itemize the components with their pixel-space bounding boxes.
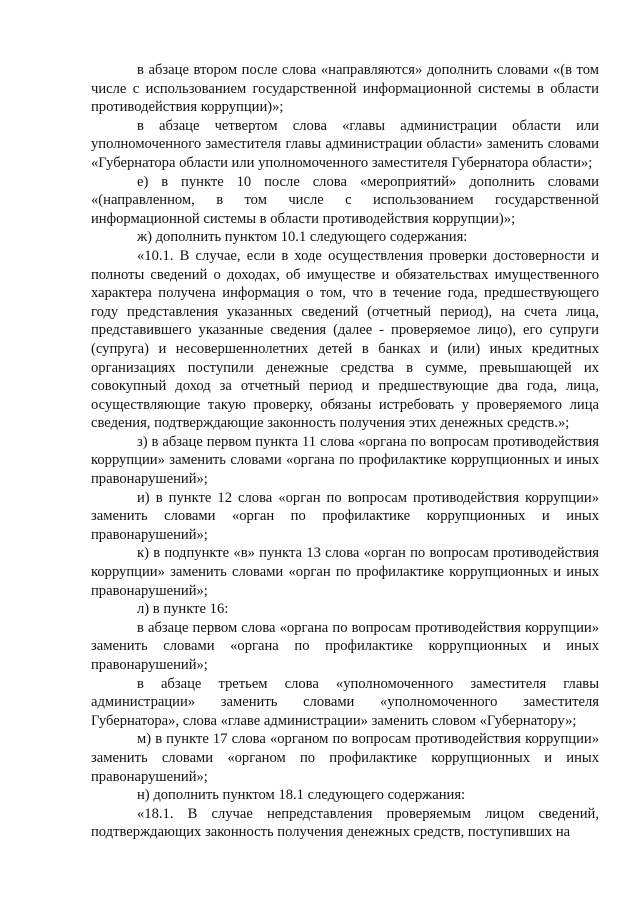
paragraph-item-zh: ж) дополнить пунктом 10.1 следующего содержания: [137,229,468,246]
paragraph-item-10-1: «10.1. В случае, если в ходе осуществления проверки достоверности и полноты сведений о доходах, об имуществе и обязательствах имущественного характера получена информация о том, что в течение года, предшествующего году представления указанных сведений (отчетный период), на счета лица, представившего указанные сведения (далее - проверяемое лицо), его супруги (супруга) и несовершеннолетних детей в банках и (или) иных кредитных организациях поступили денежные средства в сумме, превышающей их совокупный доход за отчетный период и предшествующие два года, лица, осуществляющие такую проверку, обязаны истребовать у проверяемого лица сведения, подтверждающие законность получения этих денежных средств.»; [91,247,599,432]
paragraph-item-18-1: «18.1. В случае непредставления проверяемым лицом сведений, подтверждающих законность получения денежных средств, поступивших на [91,805,599,841]
paragraph-item-l: л) в пункте 16: [137,601,229,618]
paragraph-item-e: е) в пункте 10 после слова «мероприятий» дополнить словами «(направленном, в том числе с использованием государственной информационной системы в области противодействия коррупции)»; [91,173,599,227]
paragraph-item-k: к) в подпункте «в» пункта 13 слова «орган по вопросам противодействия коррупции» заменить словами «орган по профилактике коррупционных и иных правонарушений»; [91,545,599,599]
paragraph-item-i: и) в пункте 12 слова «орган по вопросам противодействия коррупции» заменить словами «орган по профилактике коррупционных и иных правонарушений»; [91,489,599,543]
paragraph-item-z: з) в абзаце первом пункта 11 слова «органа по вопросам противодействия коррупции» заменить словами «органа по профилактике коррупционных и иных правонарушений»; [91,433,599,488]
document-body [91,61,599,842]
paragraph-item-m: м) в пункте 17 слова «органом по вопросам противодействия коррупции» заменить словами «органом по профилактике коррупционных и иных правонарушений»; [91,731,599,785]
paragraph-item-abzac-chetvertom: в абзаце четвертом слова «главы администрации области или уполномоченного заместителя главы администрации области» заменить словами «Губернатора области или уполномоченного заместителя Губернатора области»; [91,117,599,171]
paragraph-item-l-abzac-pervom: в абзаце первом слова «органа по вопросам противодействия коррупции» заменить словами «органа по профилактике коррупционных и иных правонарушений»; [91,619,599,673]
paragraph-item-l-abzac-tretyem: в абзаце третьем слова «уполномоченного заместителя главы администрации» заменить словами «уполномоченного заместителя Губернатора», слова «главе администрации» заменить словом «Губернатору»; [91,675,599,729]
paragraph-item-n: н) дополнить пунктом 18.1 следующего содержания: [137,787,466,804]
paragraph-item-abzac-vtorom: в абзаце втором после слова «направляются» дополнить словами «(в том числе с использованием государственной информационной системы в области противодействия коррупции)»; [91,62,599,116]
